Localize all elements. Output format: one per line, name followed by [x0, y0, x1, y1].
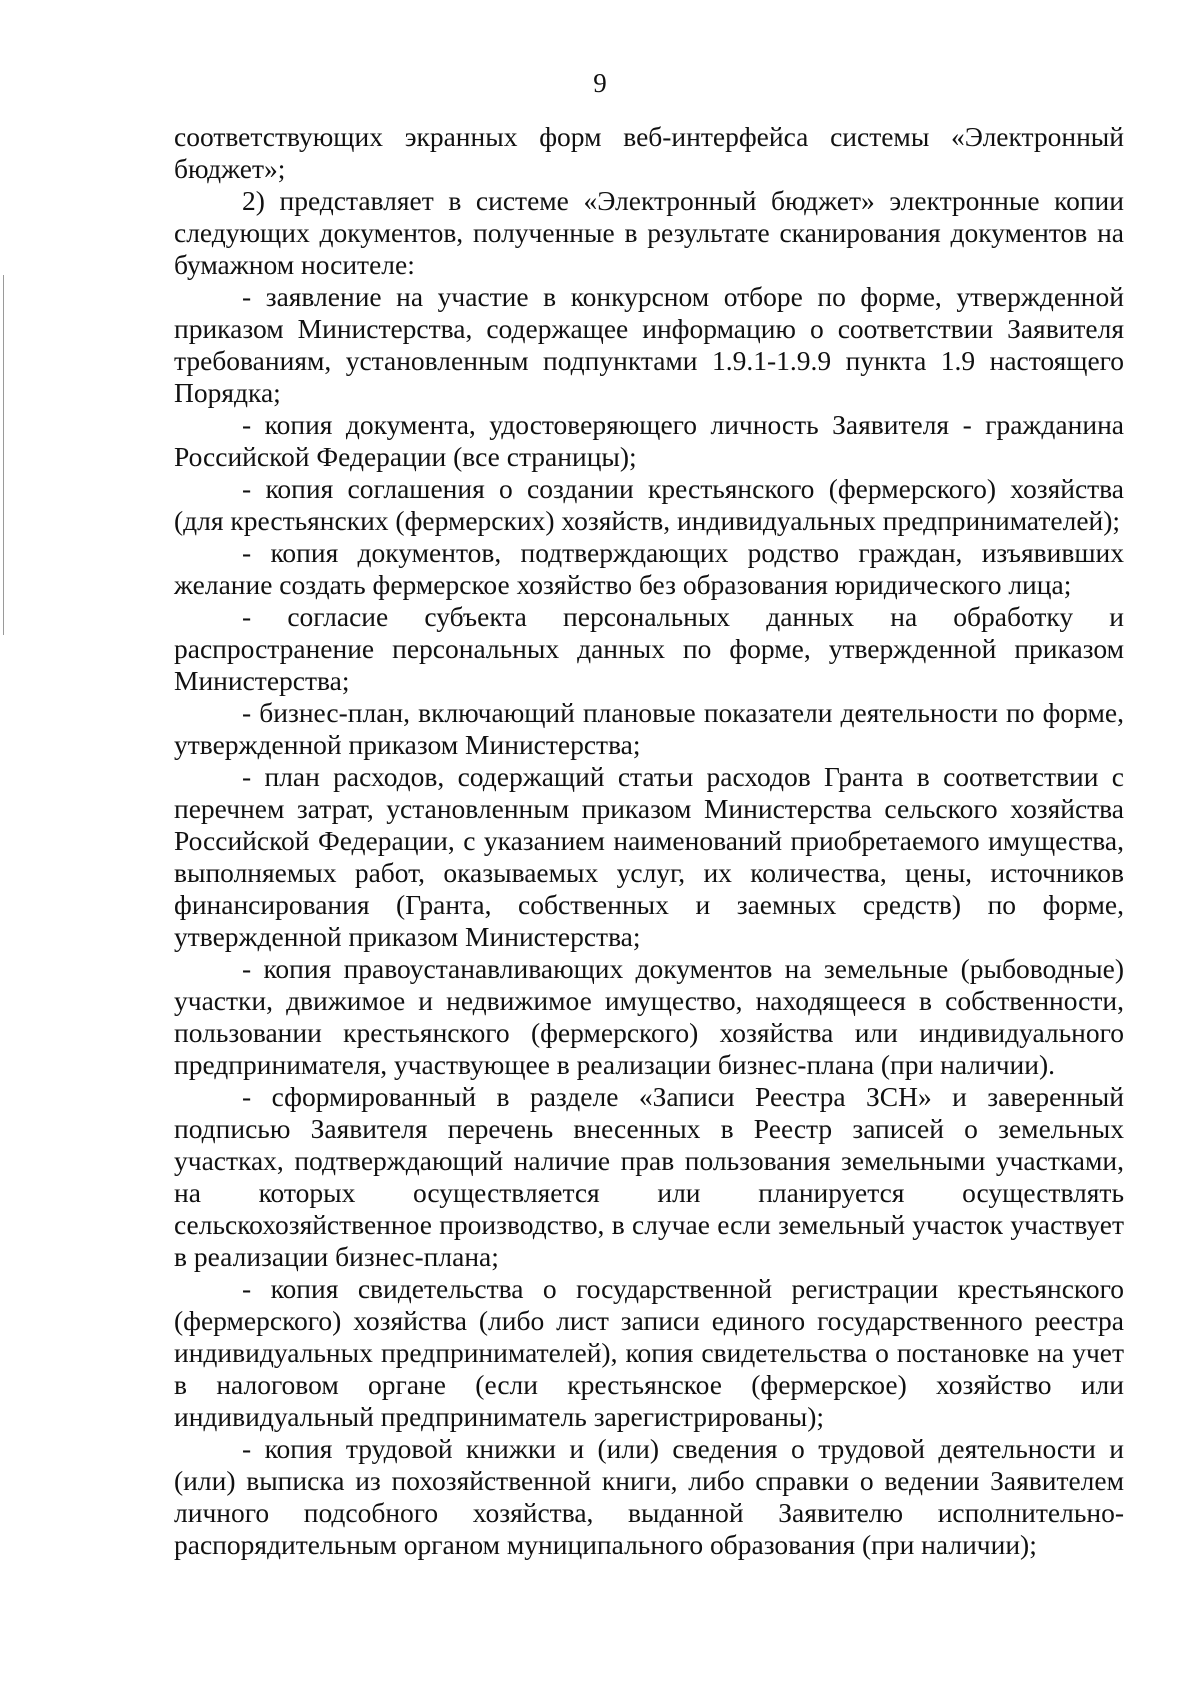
document-body [174, 121, 1124, 1561]
paragraph-personal-data-consent: - согласие субъекта персональных данных на обработку и распространение персональных данных по форме, утвержденной приказом Министерства; [174, 601, 1124, 696]
paragraph-employment-record: - копия трудовой книжки и (или) сведения о трудовой деятельности и (или) выписка из похозяйственной книги, либо справки о ведении Заявителем личного подсобного хозяйства, выданной Заявителю исполнительно-распорядительным органом муниципального образования (при наличии); [174, 1433, 1124, 1560]
paragraph-title-documents: - копия правоустанавливающих документов на земельные (рыбоводные) участки, движимое и недвижимое имущество, находящееся в собственности, пользовании крестьянского (фермерского) хозяйства или индивидуального предпринимателя, участвующее в реализации бизнес-плана (при наличии). [174, 953, 1124, 1080]
paragraph-kinship-docs: - копия документов, подтверждающих родство граждан, изъявивших желание создать фермерское хозяйство без образования юридического лица; [174, 537, 1124, 600]
paragraph-application: - заявление на участие в конкурсном отборе по форме, утвержденной приказом Министерства, содержащее информацию о соответствии Заявителя требованиям, установленным подпунктами 1.9.1-1.9.9 пункта 1.9 настоящего Порядка; [174, 281, 1124, 408]
paragraph-item-2: 2) представляет в системе «Электронный бюджет» электронные копии следующих документов, полученные в результате сканирования документов на бумажном носителе: [174, 185, 1124, 280]
paragraph-business-plan: - бизнес-план, включающий плановые показатели деятельности по форме, утвержденной приказом Министерства; [174, 697, 1124, 760]
paragraph-farm-agreement: - копия соглашения о создании крестьянского (фермерского) хозяйства (для крестьянских (фермерских) хозяйств, индивидуальных предпринимателей); [174, 473, 1124, 536]
paragraph-identity-copy: - копия документа, удостоверяющего личность Заявителя - гражданина Российской Федерации (все страницы); [174, 409, 1124, 472]
paragraph-registry-records: - сформированный в разделе «Записи Реестра ЗСН» и заверенный подписью Заявителя перечень внесенных в Реестр записей о земельных участках, подтверждающий наличие прав пользования земельными участками, на которых осуществляется или планируется осуществлять сельскохозяйственное производство, в случае если земельный участок участвует в реализации бизнес-плана; [174, 1081, 1124, 1272]
paragraph-registration-certificate: - копия свидетельства о государственной регистрации крестьянского (фермерского) хозяйства (либо лист записи единого государственного реестра индивидуальных предпринимателей), копия свидетельства о постановке на учет в налоговом органе (если крестьянское (фермерское) хозяйство или индивидуальный предприниматель зарегистрированы); [174, 1273, 1124, 1432]
paragraph-expense-plan: - план расходов, содержащий статьи расходов Гранта в соответствии с перечнем затрат, установленным приказом Министерства сельского хозяйства Российской Федерации, с указанием наименований приобретаемого имущества, выполняемых работ, оказываемых услуг, их количества, цены, источников финансирования (Гранта, собственных и заемных средств) по форме, утвержденной приказом Министерства; [174, 761, 1124, 952]
page-number: 9 [593, 68, 607, 98]
paragraph-continuation: соответствующих экранных форм веб-интерфейса системы «Электронный бюджет»; [174, 121, 1124, 184]
scan-edge-line [3, 275, 4, 635]
